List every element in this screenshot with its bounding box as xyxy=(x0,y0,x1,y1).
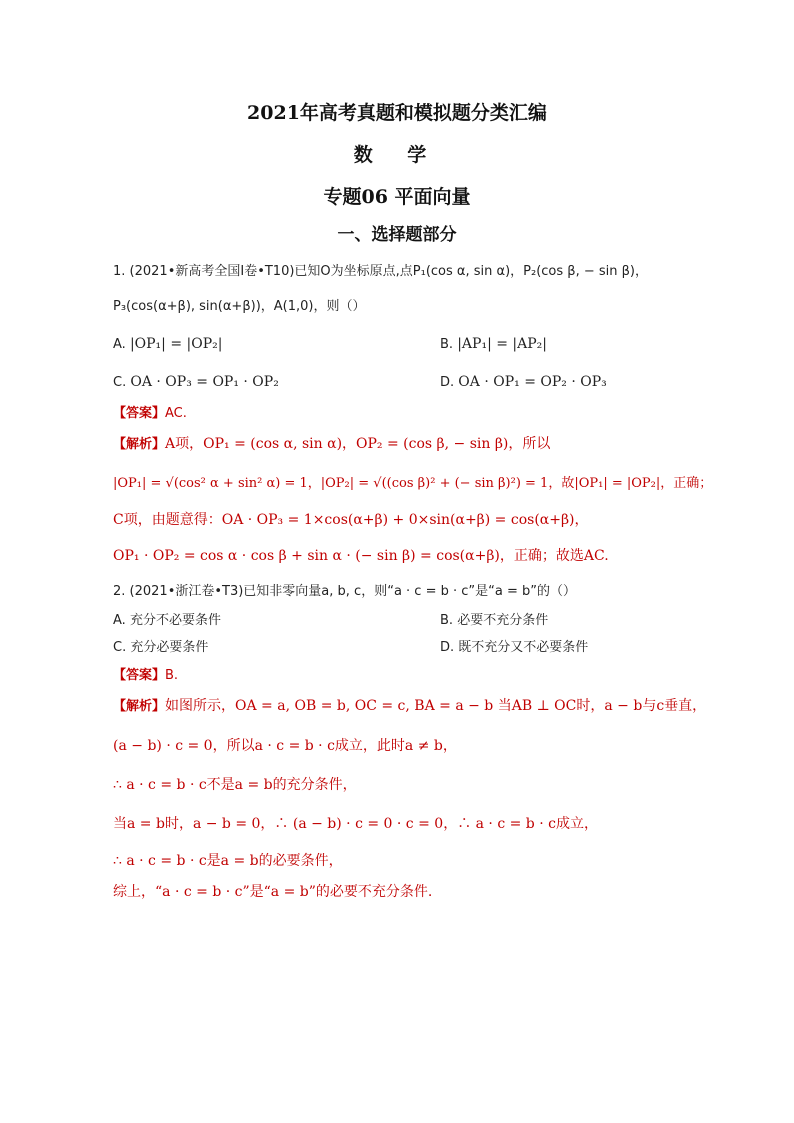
q1-option-c-label: C. xyxy=(113,375,127,390)
q2-option-a-text: 充分不必要条件 xyxy=(129,613,221,628)
subject-title: 数 学 xyxy=(353,144,441,166)
q1-option-b xyxy=(440,334,547,355)
q2-option-c xyxy=(113,638,208,658)
q1-stem-line2: P₃(cos(α+β), sin(α+β))，A(1,0)，则（） xyxy=(113,299,366,314)
q1-option-d-label: D. xyxy=(440,375,455,390)
q1-option-b-text: |AP₁| = |AP₂| xyxy=(457,336,547,352)
q2-option-c-text: 充分必要条件 xyxy=(130,640,209,655)
q2-option-b-label: B. xyxy=(440,613,454,628)
q2-analysis-line6: 综上，“a · c = b · c”是“a = b”的必要不充分条件. xyxy=(113,884,433,900)
section-title: 一、选择题部分 xyxy=(337,225,457,245)
q1-analysis-label: 【解析】 xyxy=(113,437,166,452)
q1-option-d xyxy=(440,372,607,393)
q2-option-d-text: 既不充分又不必要条件 xyxy=(458,640,589,655)
q1-option-c xyxy=(113,372,279,393)
q2-option-a xyxy=(113,611,221,631)
q2-option-d-label: D. xyxy=(440,640,455,655)
q2-option-a-label: A. xyxy=(113,613,126,628)
q1-option-a-text: |OP₁| = |OP₂| xyxy=(129,336,223,352)
q1-option-b-label: B. xyxy=(440,337,454,352)
q2-analysis-line2: (a − b) · c = 0，所以a · c = b · c成立，此时a ≠ b， xyxy=(113,738,457,754)
q1-analysis-line4: OP₁ · OP₂ = cos α · cos β + sin α · (− sin β) = cos(α+β)，正确；故选AC. xyxy=(113,548,609,564)
q1-stem-line1: 1. (2021•新高考全国Ⅰ卷•T10)已知O为坐标原点,点P₁(cos α, sin α)，P₂(cos β, − sin β)， xyxy=(113,264,648,279)
q2-analysis-line5: ∴ a · c = b · c是a = b的必要条件， xyxy=(113,853,343,869)
q2-answer xyxy=(113,666,688,686)
q1-answer-value: AC. xyxy=(165,406,187,421)
q1-answer xyxy=(113,404,688,424)
q2-option-d xyxy=(440,638,588,658)
q1-option-d-text: OA · OP₁ = OP₂ · OP₃ xyxy=(458,374,607,390)
q2-option-b xyxy=(440,611,548,631)
q1-answer-label: 【答案】 xyxy=(113,406,166,421)
q1-option-a xyxy=(113,334,222,355)
q2-analysis-line3: ∴ a · c = b · c不是a = b的充分条件， xyxy=(113,777,357,793)
q2-option-c-label: C. xyxy=(113,640,127,655)
q1-analysis-line2: |OP₁| = √(cos² α + sin² α) = 1，|OP₂| = √((cos β)² + (− sin β)²) = 1，故|OP₁| = |OP₂|，正确； xyxy=(113,476,713,491)
q2-option-b-text: 必要不充分条件 xyxy=(457,613,549,628)
q1-option-a-label: A. xyxy=(113,337,126,352)
q1-analysis-line3: C项，由题意得：OA · OP₃ = 1×cos(α+β) + 0×sin(α+β) = cos(α+β)， xyxy=(113,512,589,528)
q2-answer-value: B. xyxy=(165,668,179,683)
q1-option-c-text: OA · OP₃ = OP₁ · OP₂ xyxy=(130,374,279,390)
q2-stem: 2. (2021•浙江卷•T3)已知非零向量a, b, c，则“a · c = b · c”是“a = b”的（） xyxy=(113,584,576,599)
topic-title: 专题06 平面向量 xyxy=(323,186,471,208)
q2-analysis-label: 【解析】 xyxy=(113,699,166,714)
q2-analysis-text1: 如图所示，OA = a, OB = b, OC = c, BA = a − b 当AB ⊥ OC时，a − b与c垂直， xyxy=(165,698,707,714)
q2-analysis-line1 xyxy=(113,696,707,717)
q2-analysis-line4: 当a = b时，a − b = 0，∴ (a − b) · c = 0 · c = 0，∴ a · c = b · c成立， xyxy=(113,816,598,832)
q1-analysis-line1 xyxy=(113,434,688,455)
q1-analysis-text1: A项，OP₁ = (cos α, sin α)，OP₂ = (cos β, − sin β)，所以 xyxy=(165,436,551,452)
document-title: 2021年高考真题和模拟题分类汇编 xyxy=(247,102,547,124)
q2-answer-label: 【答案】 xyxy=(113,668,166,683)
